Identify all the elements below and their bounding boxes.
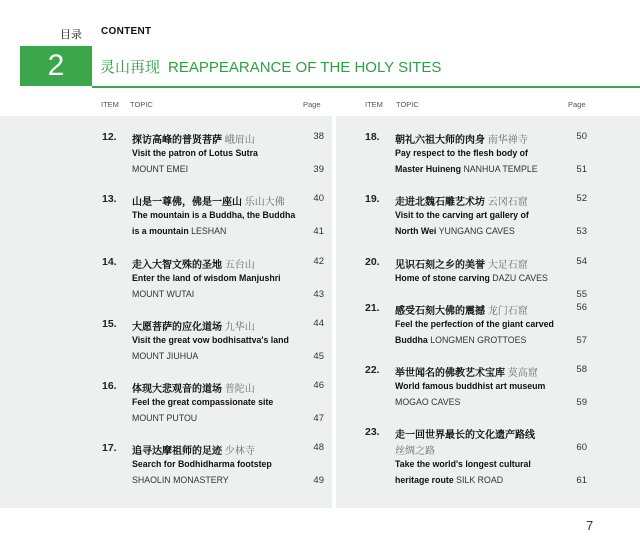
- chapter-title: [100, 56, 441, 77]
- chapter-number-box: 2: [20, 46, 92, 86]
- entry-subtitle-line1: Pay respect to the flesh body of: [395, 148, 528, 158]
- entry-number: 17.: [102, 442, 117, 454]
- right-page-header: Page: [568, 100, 586, 109]
- chapter-title-cn: 灵山再现: [100, 59, 161, 76]
- entry-subtitle-line2: MOGAO CAVES: [395, 397, 461, 407]
- entry-title-cn: 探访高峰的普贤菩萨 峨眉山: [132, 135, 255, 146]
- entry-page-end: 39: [313, 164, 324, 175]
- entry-title-cn: 山是一尊佛，佛是一座山 乐山大佛: [132, 197, 285, 208]
- entry-place-cn: 少林寺: [224, 446, 255, 457]
- entry-subtitle-line2: MOUNT PUTOU: [132, 413, 198, 423]
- left-topic-header: TOPIC: [130, 100, 153, 109]
- entry-page-start: 40: [313, 193, 324, 204]
- entry-subtitle-line2: MOUNT JIUHUA: [132, 351, 199, 361]
- entry-subtitle-line1: Visit the great vow bodhisattva's land: [132, 335, 289, 345]
- entry-page-start: 44: [313, 318, 324, 329]
- entry-place-cn: 九华山: [224, 322, 255, 333]
- entry-number: 23.: [365, 426, 380, 438]
- entry-subtitle-line1: World famous buddhist art museum: [395, 381, 546, 391]
- entry-page-end: 41: [313, 226, 324, 237]
- left-item-header: ITEM: [101, 100, 119, 109]
- entry-page-end: 53: [576, 226, 587, 237]
- entry-title-cn: 走入大智文殊的圣地 五台山: [132, 260, 255, 271]
- entry-title-cn: 朝礼六祖大师的肉身 南华禅寺: [395, 135, 528, 146]
- entry-title-cn: 走一回世界最长的文化遗产路线: [395, 430, 535, 441]
- entry-page-start: 38: [313, 131, 324, 142]
- entry-title-cn: 走进北魏石雕艺术坊 云冈石窟: [395, 197, 528, 208]
- entry-place-cn: 峨眉山: [224, 135, 255, 146]
- entry-place-cn: 乐山大佛: [244, 197, 285, 208]
- entry-title-cn: 举世闻名的佛教艺术宝库 莫高窟: [395, 368, 538, 379]
- entry-number: 14.: [102, 256, 117, 268]
- entry-place-cn: 云冈石窟: [487, 197, 528, 208]
- entry-subtitle-line2: SHAOLIN MONASTERY: [132, 475, 229, 485]
- column-divider: [332, 116, 336, 508]
- entry-subtitle-line1: Feel the great compassionate site: [132, 397, 274, 407]
- right-topic-header: TOPIC: [396, 100, 419, 109]
- entry-page-end: 57: [576, 335, 587, 346]
- right-item-header: ITEM: [365, 100, 383, 109]
- entry-page-start: 52: [576, 193, 587, 204]
- entry-subtitle-line2: MOUNT WUTAI: [132, 289, 195, 299]
- entry-title-cn: 体现大悲观音的道场 普陀山: [132, 384, 255, 395]
- entry-number: 15.: [102, 318, 117, 330]
- entry-subtitle-line2: MOUNT EMEI: [132, 164, 189, 174]
- entry-place-cn: 南华禅寺: [487, 135, 528, 146]
- chapter-rule: [92, 86, 640, 88]
- entry-page-start: 50: [576, 131, 587, 142]
- entry-page-start: 56: [576, 302, 587, 313]
- entry-place-cn: 大足石窟: [487, 260, 528, 271]
- entry-place-cn: 五台山: [224, 260, 255, 271]
- header-cn-label: 目录: [60, 29, 82, 41]
- entry-subtitle-line2: Master Huineng NANHUA TEMPLE: [395, 164, 538, 174]
- entry-page-start: 46: [313, 380, 324, 391]
- entry-page-end: 51: [576, 164, 587, 175]
- entry-subtitle-line1: Take the world's longest cultural: [395, 459, 531, 469]
- entry-number: 13.: [102, 193, 117, 205]
- entry-page-end: 45: [313, 351, 324, 362]
- entry-subtitle-line2: Buddha LONGMEN GROTTOES: [395, 335, 527, 345]
- entry-number: 21.: [365, 302, 380, 314]
- entry-subtitle-line1: The mountain is a Buddha, the Buddha: [132, 210, 296, 220]
- entry-page-start: 60: [576, 442, 587, 453]
- entry-number: 18.: [365, 131, 380, 143]
- entry-number: 22.: [365, 364, 380, 376]
- entry-place-cn: 莫高窟: [507, 368, 538, 379]
- header-en-label: CONTENT: [101, 26, 152, 37]
- entry-number: 12.: [102, 131, 117, 143]
- entry-page-end: 43: [313, 289, 324, 300]
- entry-place-cn: 龙门石窟: [487, 306, 528, 317]
- entry-place-cn: 普陀山: [224, 384, 255, 395]
- entry-page-end: 59: [576, 397, 587, 408]
- entry-title-cn: 见识石刻之乡的美誉 大足石窟: [395, 260, 528, 271]
- entry-subtitle-line1: Visit to the carving art gallery of: [395, 210, 529, 220]
- entry-page-start: 42: [313, 256, 324, 267]
- entry-number: 20.: [365, 256, 380, 268]
- entry-subtitle-line1: Visit the patron of Lotus Sutra: [132, 148, 258, 158]
- entry-title-cn: 感受石刻大佛的震撼 龙门石窟: [395, 306, 528, 317]
- entry-title-cn: 追寻达摩祖师的足迹 少林寺: [132, 446, 255, 457]
- left-page-header: Page: [303, 100, 321, 109]
- entry-title-cn: 大愿菩萨的应化道场 九华山: [132, 322, 255, 333]
- entry-page-end: 55: [576, 289, 587, 300]
- entry-subtitle-line2: North Wei YUNGANG CAVES: [395, 226, 515, 236]
- entry-place-cn: 丝绸之路: [395, 446, 435, 457]
- entry-page-end: 61: [576, 475, 587, 486]
- entry-page-end: 49: [313, 475, 324, 486]
- entry-number: 19.: [365, 193, 380, 205]
- chapter-title-en: REAPPEARANCE OF THE HOLY SITES: [168, 59, 442, 76]
- entry-page-start: 54: [576, 256, 587, 267]
- entry-page-start: 58: [576, 364, 587, 375]
- entry-subtitle-line1: Search for Bodhidharma footstep: [132, 459, 272, 469]
- entry-subtitle-line1: Feel the perfection of the giant carved: [395, 319, 554, 329]
- entry-subtitle-line1: Home of stone carving DAZU CAVES: [395, 273, 548, 283]
- entry-subtitle-line1: Enter the land of wisdom Manjushri: [132, 273, 281, 283]
- page-number: 7: [586, 518, 594, 533]
- entry-page-end: 47: [313, 413, 324, 424]
- entry-page-start: 48: [313, 442, 324, 453]
- entry-number: 16.: [102, 380, 117, 392]
- entry-subtitle-line2: is a mountain LESHAN: [132, 226, 227, 236]
- entry-subtitle-line2: heritage route SILK ROAD: [395, 475, 504, 485]
